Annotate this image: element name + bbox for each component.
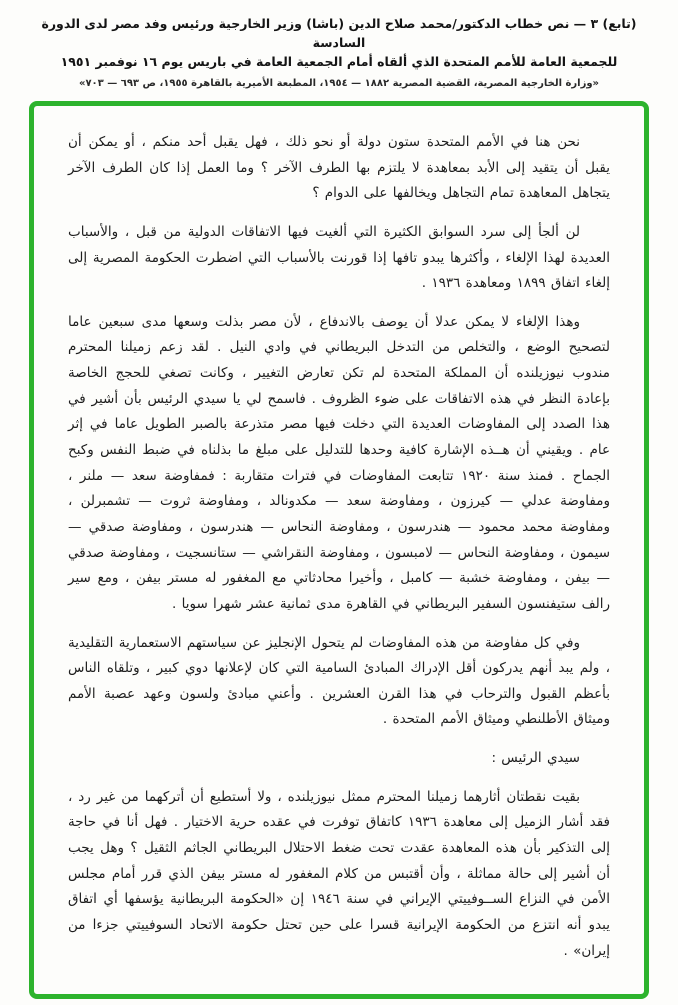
body-paragraph: نحن هنا في الأمم المتحدة ستون دولة أو نحو ذلك ، فهل يقبل أحد منكم ، أو يمكن أن يقبل أن يتقيد إلى الأبد بمعاهدة لا يلتزم بها الطرف الآخر ؟ وما العمل إذا كان الطرف الآخر يتجاهل المعاهدة تمام التجاهل ويخالفها على الدوام ؟: [68, 134, 610, 202]
body-paragraph: وفي كل مفاوضة من هذه المفاوضات لم يتحول الإنجليز عن سياستهم الاستعمارية التقليدية ، ولم يبد أنهم يدركون أقل الإدراك المبادئ السامية التي كان لإعلانها دوي كبير ، وتلقاه الناس بأعظم القبول والترحاب في هذا القرن العشرين . وأعني مبادئ ولسون وعهد عصبة الأمم وميثاق الأطلنطي وميثاق الأمم المتحدة .: [68, 634, 610, 728]
body-paragraph: بقيت نقطتان أثارهما زميلنا المحترم ممثل نيوزيلنده ، ولا أستطيع أن أتركهما من غير رد ، فقد أشار الزميل إلى معاهدة ١٩٣٦ كاتفاق توفرت في عقده حرية الاختيار . فهل أنا في حاجة إلى التذكير بأن هذه المعاهدة عقدت تحت ضغط الاحتلال البريطاني الجاثم الثقيل ؟ وهل يجب أن أشير إلى حالة مماثلة ، وأن أقتبس من كلام المغفور له مستر بيفن الذي قرر أمام مجلس الأمن في النزاع الســوفييتي الإيراني في سنة ١٩٤٦ إن «الحكومة البريطانية يؤسفها أي اتفاق يبدو أنه انتزع من الحكومة الإيرانية قسرا على حين تحتل حكومة الاتحاد السوفييتي جزءا من إيران» .: [68, 788, 611, 959]
document-body-paragraphs: [68, 130, 610, 964]
doc-title-line-2: للجمعية العامة للأمم المتحدة الذي ألقاه أمام الجمعية العامة في باريس يوم ١٦ نوفمبر ١٩٥١: [60, 54, 618, 69]
salutation-line: سيدي الرئيس :: [491, 750, 580, 767]
green-border-frame: [29, 101, 649, 999]
doc-title-line-1: (تابع) ٣ — نص خطاب الدكتور/محمد صلاح الدين (باشا) وزير الخارجية ورئيس وفد مصر لدى الدورة السادسة: [41, 16, 637, 50]
document-header: [0, 0, 678, 91]
doc-source-citation: «وزارة الخارجية المصرية، القضية المصرية ١٨٨٢ — ١٩٥٤، المطبعة الأميرية بالقاهرة ١٩٥٥، ص ٦٩٣ — ٧٠٣»: [78, 78, 600, 89]
body-paragraph: لن ألجأ إلى سرد السوابق الكثيرة التي ألغيت فيها الاتفاقات الدولية من قبل ، والأسباب العديدة لهذا الإلغاء ، وأكثرها يبدو تافها إذا قورنت بالأسباب التي اضطرت الحكومة المصرية إلى إلغاء اتفاق ١٨٩٩ ومعاهدة ١٩٣٦ .: [68, 223, 610, 292]
body-paragraph: وهذا الإلغاء لا يمكن عدلا أن يوصف بالاندفاع ، لأن مصر بذلت وسعها مدى سبعين عاما لتصحيح الوضع ، والتخلص من التدخل البريطاني في وادي النيل . لقد زعم زميلنا المحترم مندوب نيوزيلنده أن المملكة المتحدة لم تكن تعارض التغيير ، وكانت تصغي للحجج الخاصة بإعادة النظر في هذه الاتفاقات على ضوء الظروف . فاسمح لي يا سيدي الرئيس بأن أشير في هذا الصدد إلى المفاوضات العديدة التي دخلت فيها مصر متذرعة بالصبر الطويل عاما في إثر عام . ويقيني أن هــذه الإشارة كافية وحدها للتدليل على مبلغ ما بذلناه في ضبط النفس وكبح الجماح . فمنذ سنة ١٩٢٠ تتابعت المفاوضات في فترات متقاربة : فمفاوضة سعد — ملنر ، ومفاوضة عدلي — كيرزون ، ومفاوضة سعد — مكدونالد ، ومفاوضة ثروت — تشمبرلن ، ومفاوضة محمد محمود — هندرسون ، ومفاوضة النحاس — هندرسون ، ومفاوضة صدقي — سيمون ، ومفاوضة النحاس — لامبسون ، ومفاوضة النقراشي — ستانسجيت ، ومفاوضة صدقي — بيفن ، ومفاوضة خشبة — كامبل ، وأخيرا محادثاتي مع المغفور له مستر بيفن ، ومع سير رالف ستيفنسون السفير البريطاني في القاهرة مدى ثمانية عشر شهرا سويا .: [68, 313, 610, 612]
